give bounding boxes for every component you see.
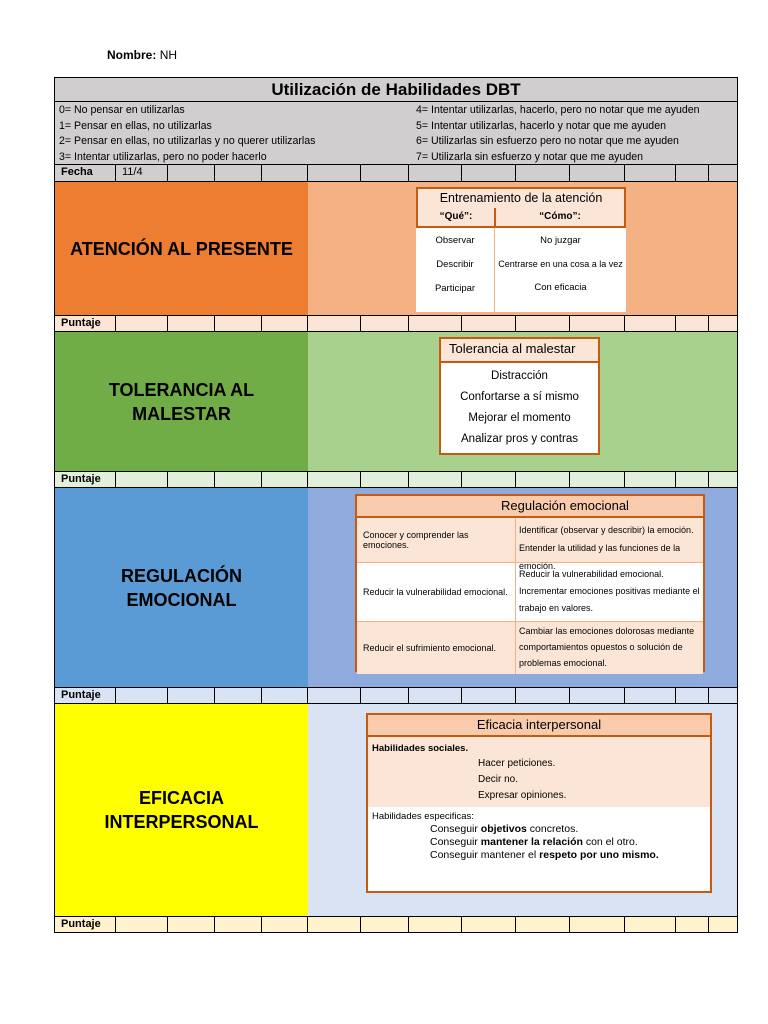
puntaje-cell[interactable] (570, 316, 625, 331)
reg-line: comportamientos opuestos o solución de (519, 642, 683, 652)
como-col (495, 228, 626, 312)
puntaje-cell[interactable] (709, 688, 728, 703)
name-value: NH (159, 48, 178, 62)
especificas-list (372, 823, 710, 862)
fecha-cell[interactable] (462, 165, 516, 181)
card-title: Regulación emocional (357, 496, 703, 518)
puntaje-cell[interactable] (262, 472, 308, 487)
section-label (55, 332, 308, 471)
card-body (416, 228, 626, 312)
card-body (441, 363, 598, 450)
puntaje-cell[interactable] (570, 472, 625, 487)
puntaje-cell[interactable] (625, 917, 676, 932)
tolerancia-item: Confortarse a sí mismo (460, 391, 579, 403)
reg-row-left: Reducir la vulnerabilidad emocional. (357, 563, 516, 621)
scale-item: 6= Utilizarlas sin esfuerzo pero no notar que me ayuden (416, 135, 679, 147)
section-panel (308, 332, 737, 471)
scale-item: 7= Utilizarla sin esfuerzo y notar que me ayuden (416, 150, 644, 163)
card-col-headers (416, 208, 626, 228)
puntaje-cell[interactable] (215, 917, 262, 932)
puntaje-cell[interactable] (409, 316, 462, 331)
sociales-item: Hacer peticiones. (478, 758, 556, 769)
puntaje-cell[interactable] (462, 472, 516, 487)
puntaje-cell[interactable] (116, 472, 168, 487)
sociales-item: Decir no. (478, 774, 519, 785)
reg-row-right (516, 563, 703, 621)
sociales-label: Habilidades sociales. (372, 743, 469, 754)
section-tolerancia (54, 332, 738, 471)
scale-right (416, 103, 736, 165)
que-item: Describir (436, 259, 474, 270)
reg-line: trabajo en valores. (519, 603, 594, 613)
que-item: Participar (434, 283, 476, 294)
puntaje-cell[interactable] (116, 917, 168, 932)
label-line: EMOCIONAL (126, 589, 237, 610)
puntaje-cell[interactable] (625, 688, 676, 703)
puntaje-row (54, 471, 738, 488)
puntaje-cell[interactable] (462, 917, 516, 932)
sociales-block (368, 737, 710, 807)
fecha-cell[interactable] (516, 165, 570, 181)
puntaje-row (54, 315, 738, 332)
sociales-item: Expresar opiniones. (478, 790, 567, 801)
puntaje-cell[interactable] (516, 472, 570, 487)
scale-item: 0= No pensar en utilizarlas (59, 104, 185, 116)
scale-item: 5= Intentar utilizarlas, hacerlo y notar que me ayuden (416, 119, 666, 132)
section-eficacia (54, 704, 738, 916)
puntaje-row (54, 687, 738, 704)
tolerancia-item: Mejorar el momento (468, 412, 571, 424)
puntaje-cell[interactable] (462, 688, 516, 703)
eficacia-card (366, 713, 712, 893)
puntaje-label: Puntaje (55, 688, 116, 703)
puntaje-cell[interactable] (262, 688, 308, 703)
puntaje-cell[interactable] (262, 316, 308, 331)
puntaje-cell[interactable] (676, 472, 709, 487)
especificas-item: Conseguir mantener la relación con el otro. (430, 836, 638, 848)
puntaje-cell[interactable] (516, 917, 570, 932)
puntaje-cell[interactable] (361, 472, 409, 487)
card-title: Eficacia interpersonal (368, 715, 710, 737)
sociales-list (372, 756, 710, 804)
reg-line: Entender la utilidad y las funciones de la emoción. (519, 543, 681, 571)
reg-line: Identificar (observar y describir) la emoción. (519, 525, 694, 535)
fecha-cell[interactable] (709, 165, 728, 181)
puntaje-cell[interactable] (570, 688, 625, 703)
puntaje-cell[interactable] (676, 316, 709, 331)
puntaje-cell[interactable] (308, 917, 361, 932)
section-label: ATENCIÓN AL PRESENTE (55, 182, 308, 315)
puntaje-cell[interactable] (361, 917, 409, 932)
fecha-cell[interactable] (361, 165, 409, 181)
fecha-cell[interactable] (308, 165, 361, 181)
especificas-block (368, 807, 710, 893)
scale-item: 1= Pensar en ellas, no utilizarlas (59, 119, 212, 132)
como-item: Con eficacia (534, 282, 587, 293)
puntaje-cell[interactable] (462, 316, 516, 331)
puntaje-cell[interactable] (116, 316, 168, 331)
puntaje-row (54, 916, 738, 933)
reg-line: Incrementar emociones positivas mediante el (519, 586, 700, 596)
sheet-title: Utilización de Habilidades DBT (54, 77, 738, 102)
puntaje-cell[interactable] (709, 917, 728, 932)
fecha-cell[interactable] (262, 165, 308, 181)
tolerancia-card (439, 337, 600, 455)
puntaje-cell[interactable] (516, 316, 570, 331)
label-line: INTERPERSONAL (104, 812, 259, 832)
fecha-row (54, 165, 738, 182)
reg-row-right (516, 622, 703, 674)
puntaje-cell[interactable] (116, 688, 168, 703)
reg-line: Cambiar las emociones dolorosas mediante (519, 626, 695, 636)
scale-left (59, 103, 409, 165)
tolerancia-item: Analizar pros y contras (461, 433, 578, 445)
col-que: “Qué”: (418, 208, 496, 226)
puntaje-cell[interactable] (625, 316, 676, 331)
que-item: Observar (435, 235, 475, 246)
card-title: Tolerancia al malestar (441, 339, 598, 363)
fecha-cell[interactable] (676, 165, 709, 181)
puntaje-cell[interactable] (215, 316, 262, 331)
puntaje-cell[interactable] (361, 316, 409, 331)
fecha-cell[interactable] (409, 165, 462, 181)
fecha-cell[interactable] (625, 165, 676, 181)
fecha-cell[interactable]: 11/4 (116, 165, 168, 181)
puntaje-cell[interactable] (168, 688, 215, 703)
especificas-item: Conseguir objetivos concretos. (430, 823, 579, 835)
puntaje-cell[interactable] (570, 917, 625, 932)
puntaje-cell[interactable] (709, 316, 728, 331)
puntaje-cell[interactable] (168, 917, 215, 932)
regulacion-card (355, 494, 705, 672)
tolerancia-item: Distracción (491, 370, 548, 382)
puntaje-cell[interactable] (168, 316, 215, 331)
puntaje-cell[interactable] (625, 472, 676, 487)
name-line (107, 48, 177, 62)
puntaje-label: Puntaje (55, 316, 116, 331)
puntaje-cell[interactable] (676, 917, 709, 932)
puntaje-cell[interactable] (361, 688, 409, 703)
como-item: Centrarse en una cosa a la vez (498, 259, 623, 269)
puntaje-cell[interactable] (168, 472, 215, 487)
especificas-item: Conseguir mantener el respeto por uno mismo. (430, 849, 659, 861)
reg-row-left: Conocer y comprender las emociones. (357, 518, 516, 562)
section-panel (308, 182, 737, 315)
puntaje-cell[interactable] (409, 688, 462, 703)
section-panel (308, 704, 737, 916)
reg-row (357, 518, 703, 571)
atencion-card (416, 187, 626, 312)
puntaje-cell[interactable] (308, 316, 361, 331)
col-como: “Cómo”: (539, 211, 581, 222)
puntaje-cell[interactable] (262, 917, 308, 932)
rating-scale (54, 102, 738, 165)
puntaje-cell[interactable] (308, 472, 361, 487)
puntaje-cell[interactable] (676, 688, 709, 703)
label-line: REGULACIÓN (121, 565, 242, 586)
reg-row-left: Reducir el sufrimiento emocional. (357, 622, 516, 674)
que-col (416, 228, 495, 312)
scale-item: 2= Pensar en ellas, no utilizarlas y no querer utilizarlas (59, 135, 316, 147)
puntaje-cell[interactable] (215, 688, 262, 703)
section-atencion (54, 182, 738, 315)
puntaje-cell[interactable] (516, 688, 570, 703)
scale-item: 4= Intentar utilizarlas, hacerlo, pero no notar que me ayuden (416, 104, 700, 116)
puntaje-cell[interactable] (215, 472, 262, 487)
reg-row (357, 622, 703, 674)
puntaje-cell[interactable] (709, 472, 728, 487)
fecha-cell[interactable] (570, 165, 625, 181)
puntaje-cell[interactable] (409, 917, 462, 932)
puntaje-label: Puntaje (55, 472, 116, 487)
puntaje-label: Puntaje (55, 917, 116, 932)
reg-row-right (516, 518, 703, 571)
reg-line: problemas emocional. (519, 658, 608, 668)
fecha-cell[interactable] (215, 165, 262, 181)
especificas-label: Habilidades especificas: (372, 811, 474, 822)
section-regulacion (54, 488, 738, 687)
card-title: Entrenamiento de la atención (416, 187, 626, 212)
section-label (55, 704, 308, 916)
como-item: No juzgar (540, 235, 581, 246)
puntaje-cell[interactable] (409, 472, 462, 487)
reg-line: Reducir la vulnerabilidad emocional. (519, 569, 664, 579)
name-label: Nombre: (107, 48, 157, 62)
reg-row (357, 563, 703, 622)
label-line: TOLERANCIA AL (108, 379, 255, 400)
section-panel (308, 488, 737, 687)
fecha-label: Fecha (55, 165, 116, 181)
label-line: EFICACIA (138, 788, 224, 808)
label-line: MALESTAR (132, 403, 231, 424)
puntaje-cell[interactable] (308, 688, 361, 703)
scale-item: 3= Intentar utilizarlas, pero no poder hacerlo (59, 150, 267, 163)
section-label (55, 488, 308, 687)
fecha-cell[interactable] (168, 165, 215, 181)
